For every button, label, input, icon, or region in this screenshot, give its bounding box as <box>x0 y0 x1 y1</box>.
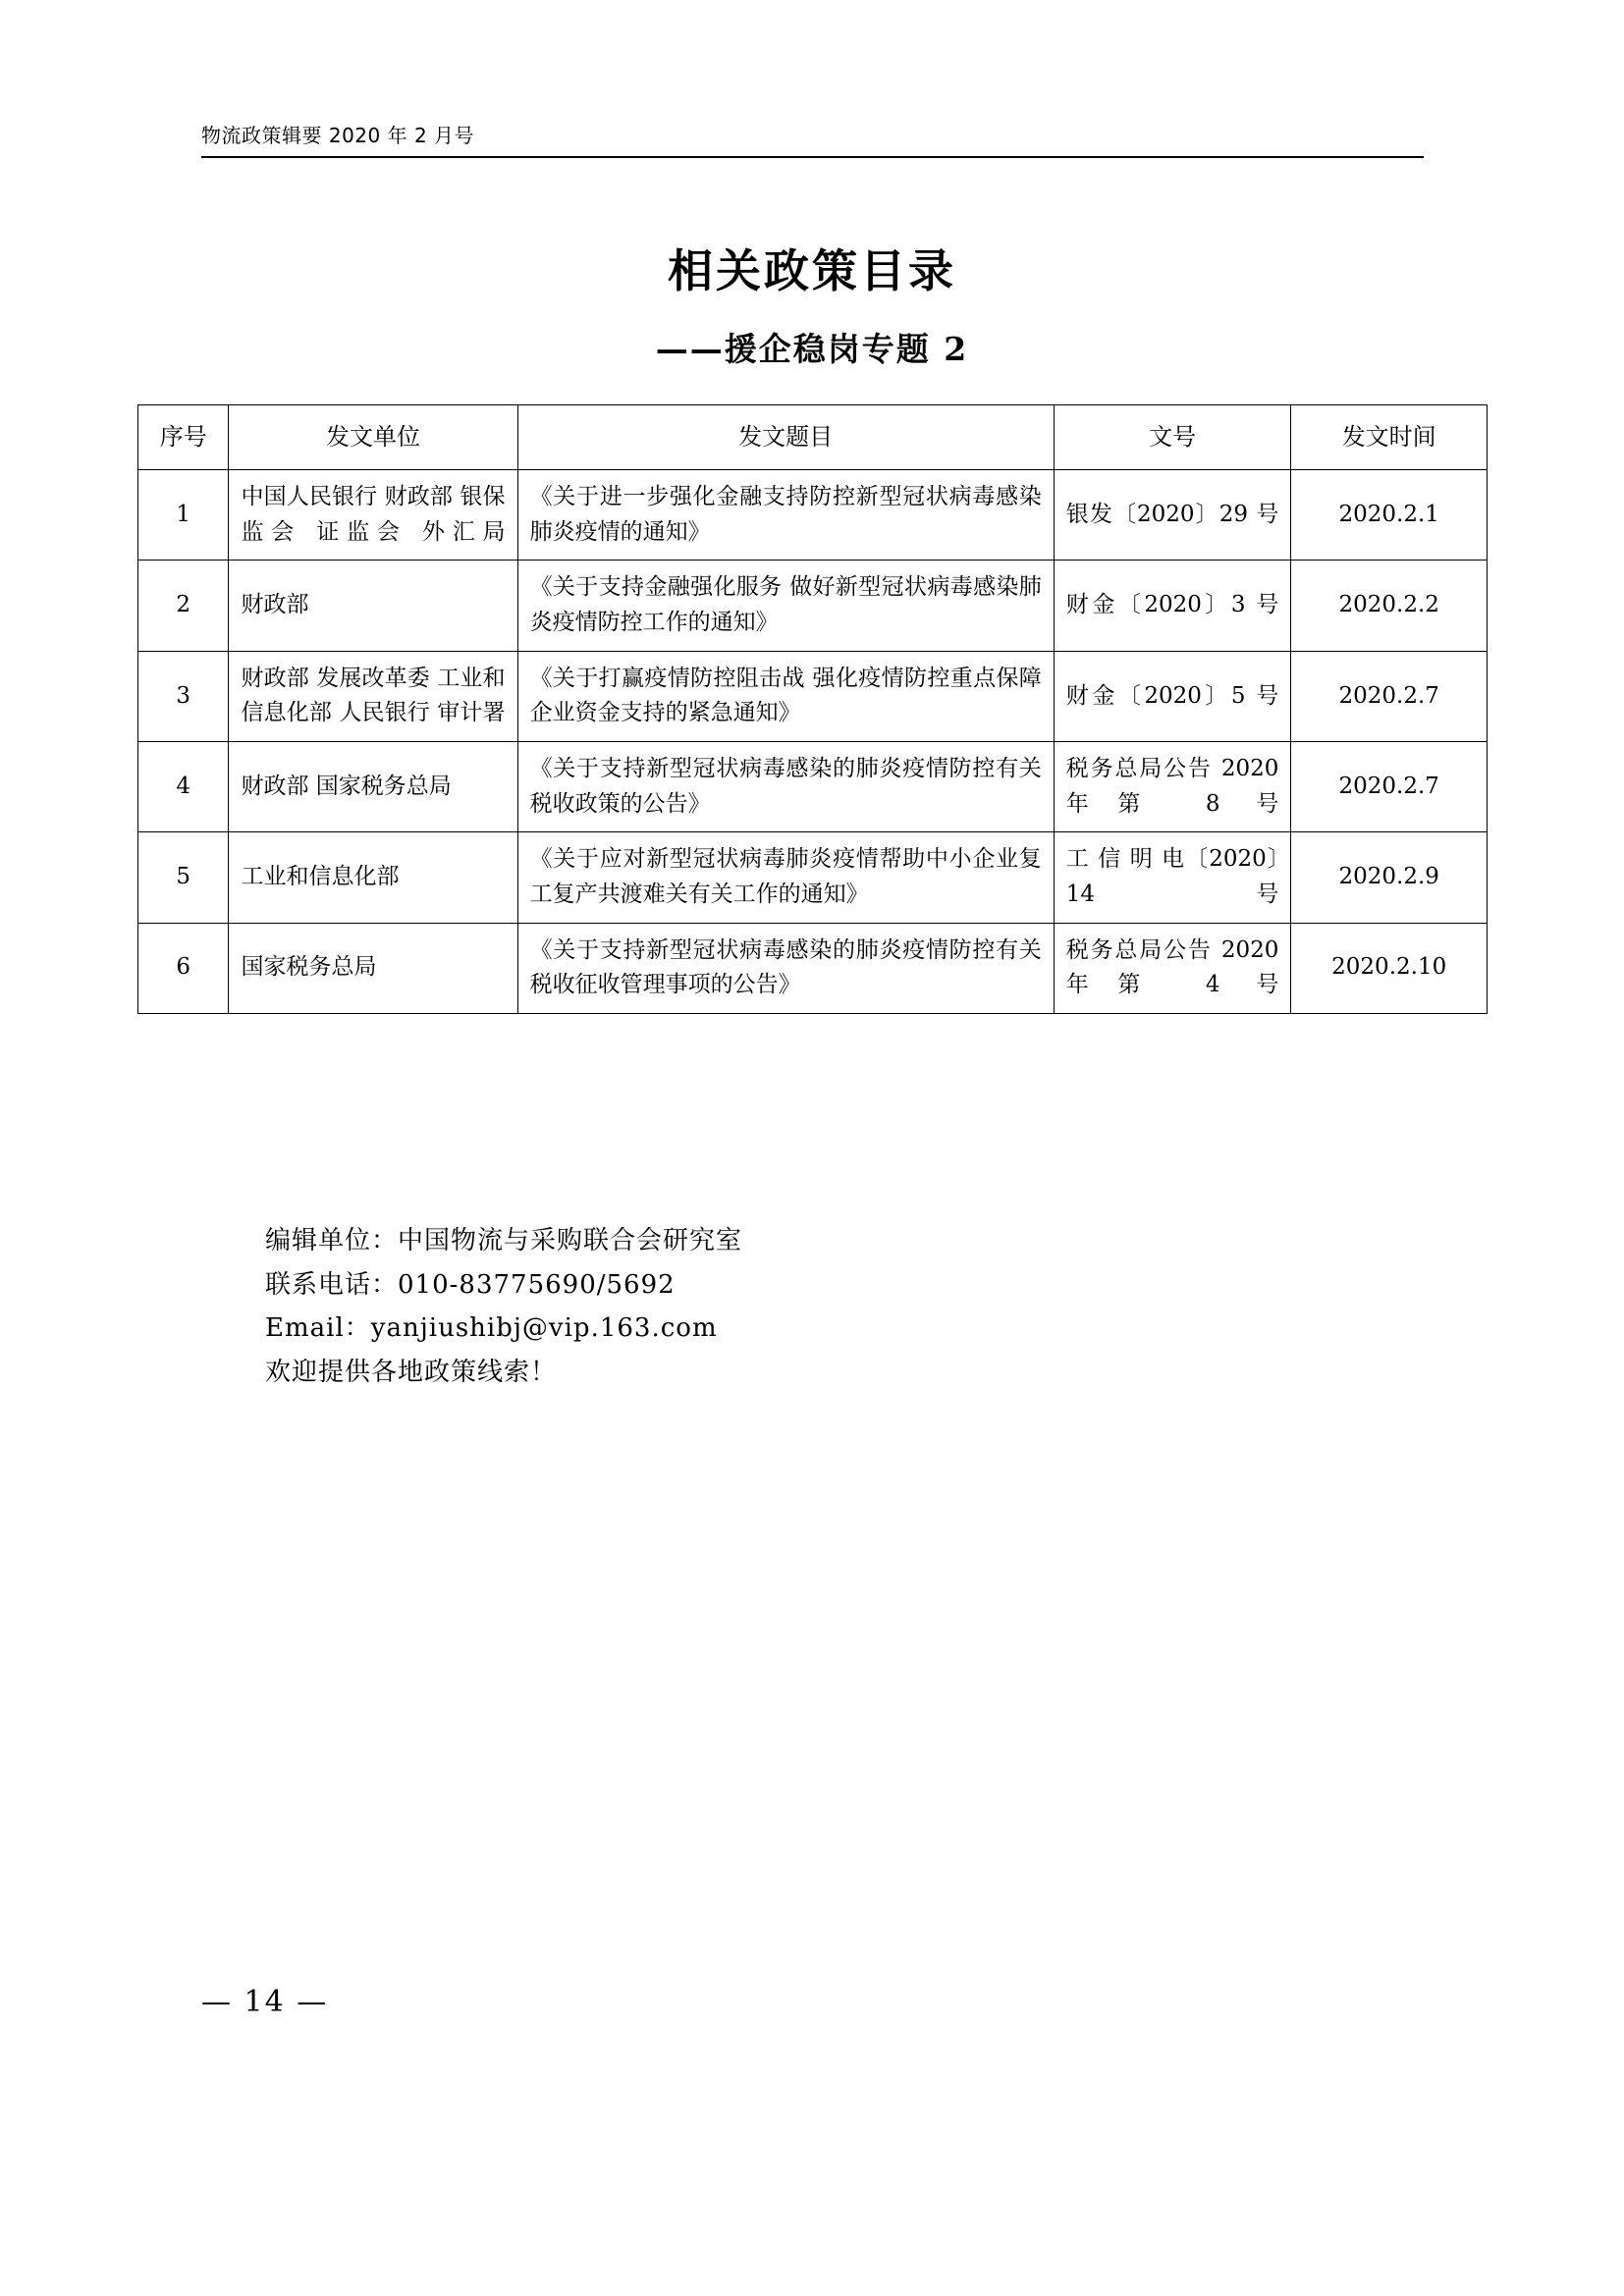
cell-org: 工业和信息化部 <box>229 832 517 923</box>
cell-title: 《关于支持金融强化服务 做好新型冠状病毒感染肺炎疫情防控工作的通知》 <box>517 561 1054 651</box>
table-row <box>138 651 1488 741</box>
cell-number: 银发〔2020〕29 号 <box>1054 470 1291 561</box>
cell-date: 2020.2.1 <box>1291 470 1488 561</box>
cell-index: 6 <box>138 923 229 1013</box>
contact-block <box>265 1219 742 1395</box>
cell-date: 2020.2.7 <box>1291 742 1488 832</box>
table-row <box>138 561 1488 651</box>
col-header-org: 发文单位 <box>229 405 517 470</box>
cell-title: 《关于进一步强化金融支持防控新型冠状病毒感染肺炎疫情的通知》 <box>517 470 1054 561</box>
cell-number: 工 信 明 电〔2020〕14 号 <box>1054 832 1291 923</box>
policy-table-wrapper <box>137 404 1488 1014</box>
policy-table <box>137 404 1488 1014</box>
cell-title: 《关于打赢疫情防控阻击战 强化疫情防控重点保障企业资金支持的紧急通知》 <box>517 651 1054 741</box>
col-header-date: 发文时间 <box>1291 405 1488 470</box>
cell-index: 1 <box>138 470 229 561</box>
cell-index: 3 <box>138 651 229 741</box>
cell-org: 财政部 发展改革委 工业和信息化部 人民银行 审计署 <box>229 651 517 741</box>
cell-org: 中国人民银行 财政部 银保监会 证监会 外汇局 <box>229 470 517 561</box>
col-header-title: 发文题目 <box>517 405 1054 470</box>
cell-number: 财金〔2020〕5 号 <box>1054 651 1291 741</box>
cell-number: 财金〔2020〕3 号 <box>1054 561 1291 651</box>
col-header-number: 文号 <box>1054 405 1291 470</box>
editor-line: 编辑单位：中国物流与采购联合会研究室 <box>265 1226 743 1255</box>
table-row <box>138 832 1488 923</box>
cell-date: 2020.2.10 <box>1291 923 1488 1013</box>
running-header <box>201 120 1424 158</box>
cell-number: 税务总局公告 2020 年第 4 号 <box>1054 923 1291 1013</box>
header-divider <box>201 156 1424 158</box>
cell-index: 4 <box>138 742 229 832</box>
email-line: Email：yanjiushibj@vip.163.com <box>265 1313 718 1344</box>
page-subtitle: ——援企稳岗专题 2 <box>655 330 969 368</box>
note-line: 欢迎提供各地政策线索！ <box>265 1358 558 1388</box>
page-title: 相关政策目录 <box>668 244 956 297</box>
cell-title: 《关于应对新型冠状病毒肺炎疫情帮助中小企业复工复产共渡难关有关工作的通知》 <box>517 832 1054 923</box>
table-header-row <box>138 405 1488 470</box>
cell-org: 国家税务总局 <box>229 923 517 1013</box>
col-header-index: 序号 <box>138 405 229 470</box>
table-row <box>138 923 1488 1013</box>
cell-index: 5 <box>138 832 229 923</box>
table-row <box>138 742 1488 832</box>
running-header-text: 物流政策辑要 2020 年 2 月号 <box>201 124 475 147</box>
table-row <box>138 470 1488 561</box>
cell-org: 财政部 国家税务总局 <box>229 742 517 832</box>
cell-title: 《关于支持新型冠状病毒感染的肺炎疫情防控有关税收征收管理事项的公告》 <box>517 923 1054 1013</box>
cell-org: 财政部 <box>229 561 517 651</box>
page-number: — 14 — <box>201 1985 329 2019</box>
cell-date: 2020.2.9 <box>1291 832 1488 923</box>
cell-date: 2020.2.7 <box>1291 651 1488 741</box>
cell-number: 税务总局公告 2020 年第 8 号 <box>1054 742 1291 832</box>
cell-date: 2020.2.2 <box>1291 561 1488 651</box>
phone-line: 联系电话：010-83775690/5692 <box>265 1269 676 1300</box>
cell-title: 《关于支持新型冠状病毒感染的肺炎疫情防控有关税收政策的公告》 <box>517 742 1054 832</box>
cell-index: 2 <box>138 561 229 651</box>
